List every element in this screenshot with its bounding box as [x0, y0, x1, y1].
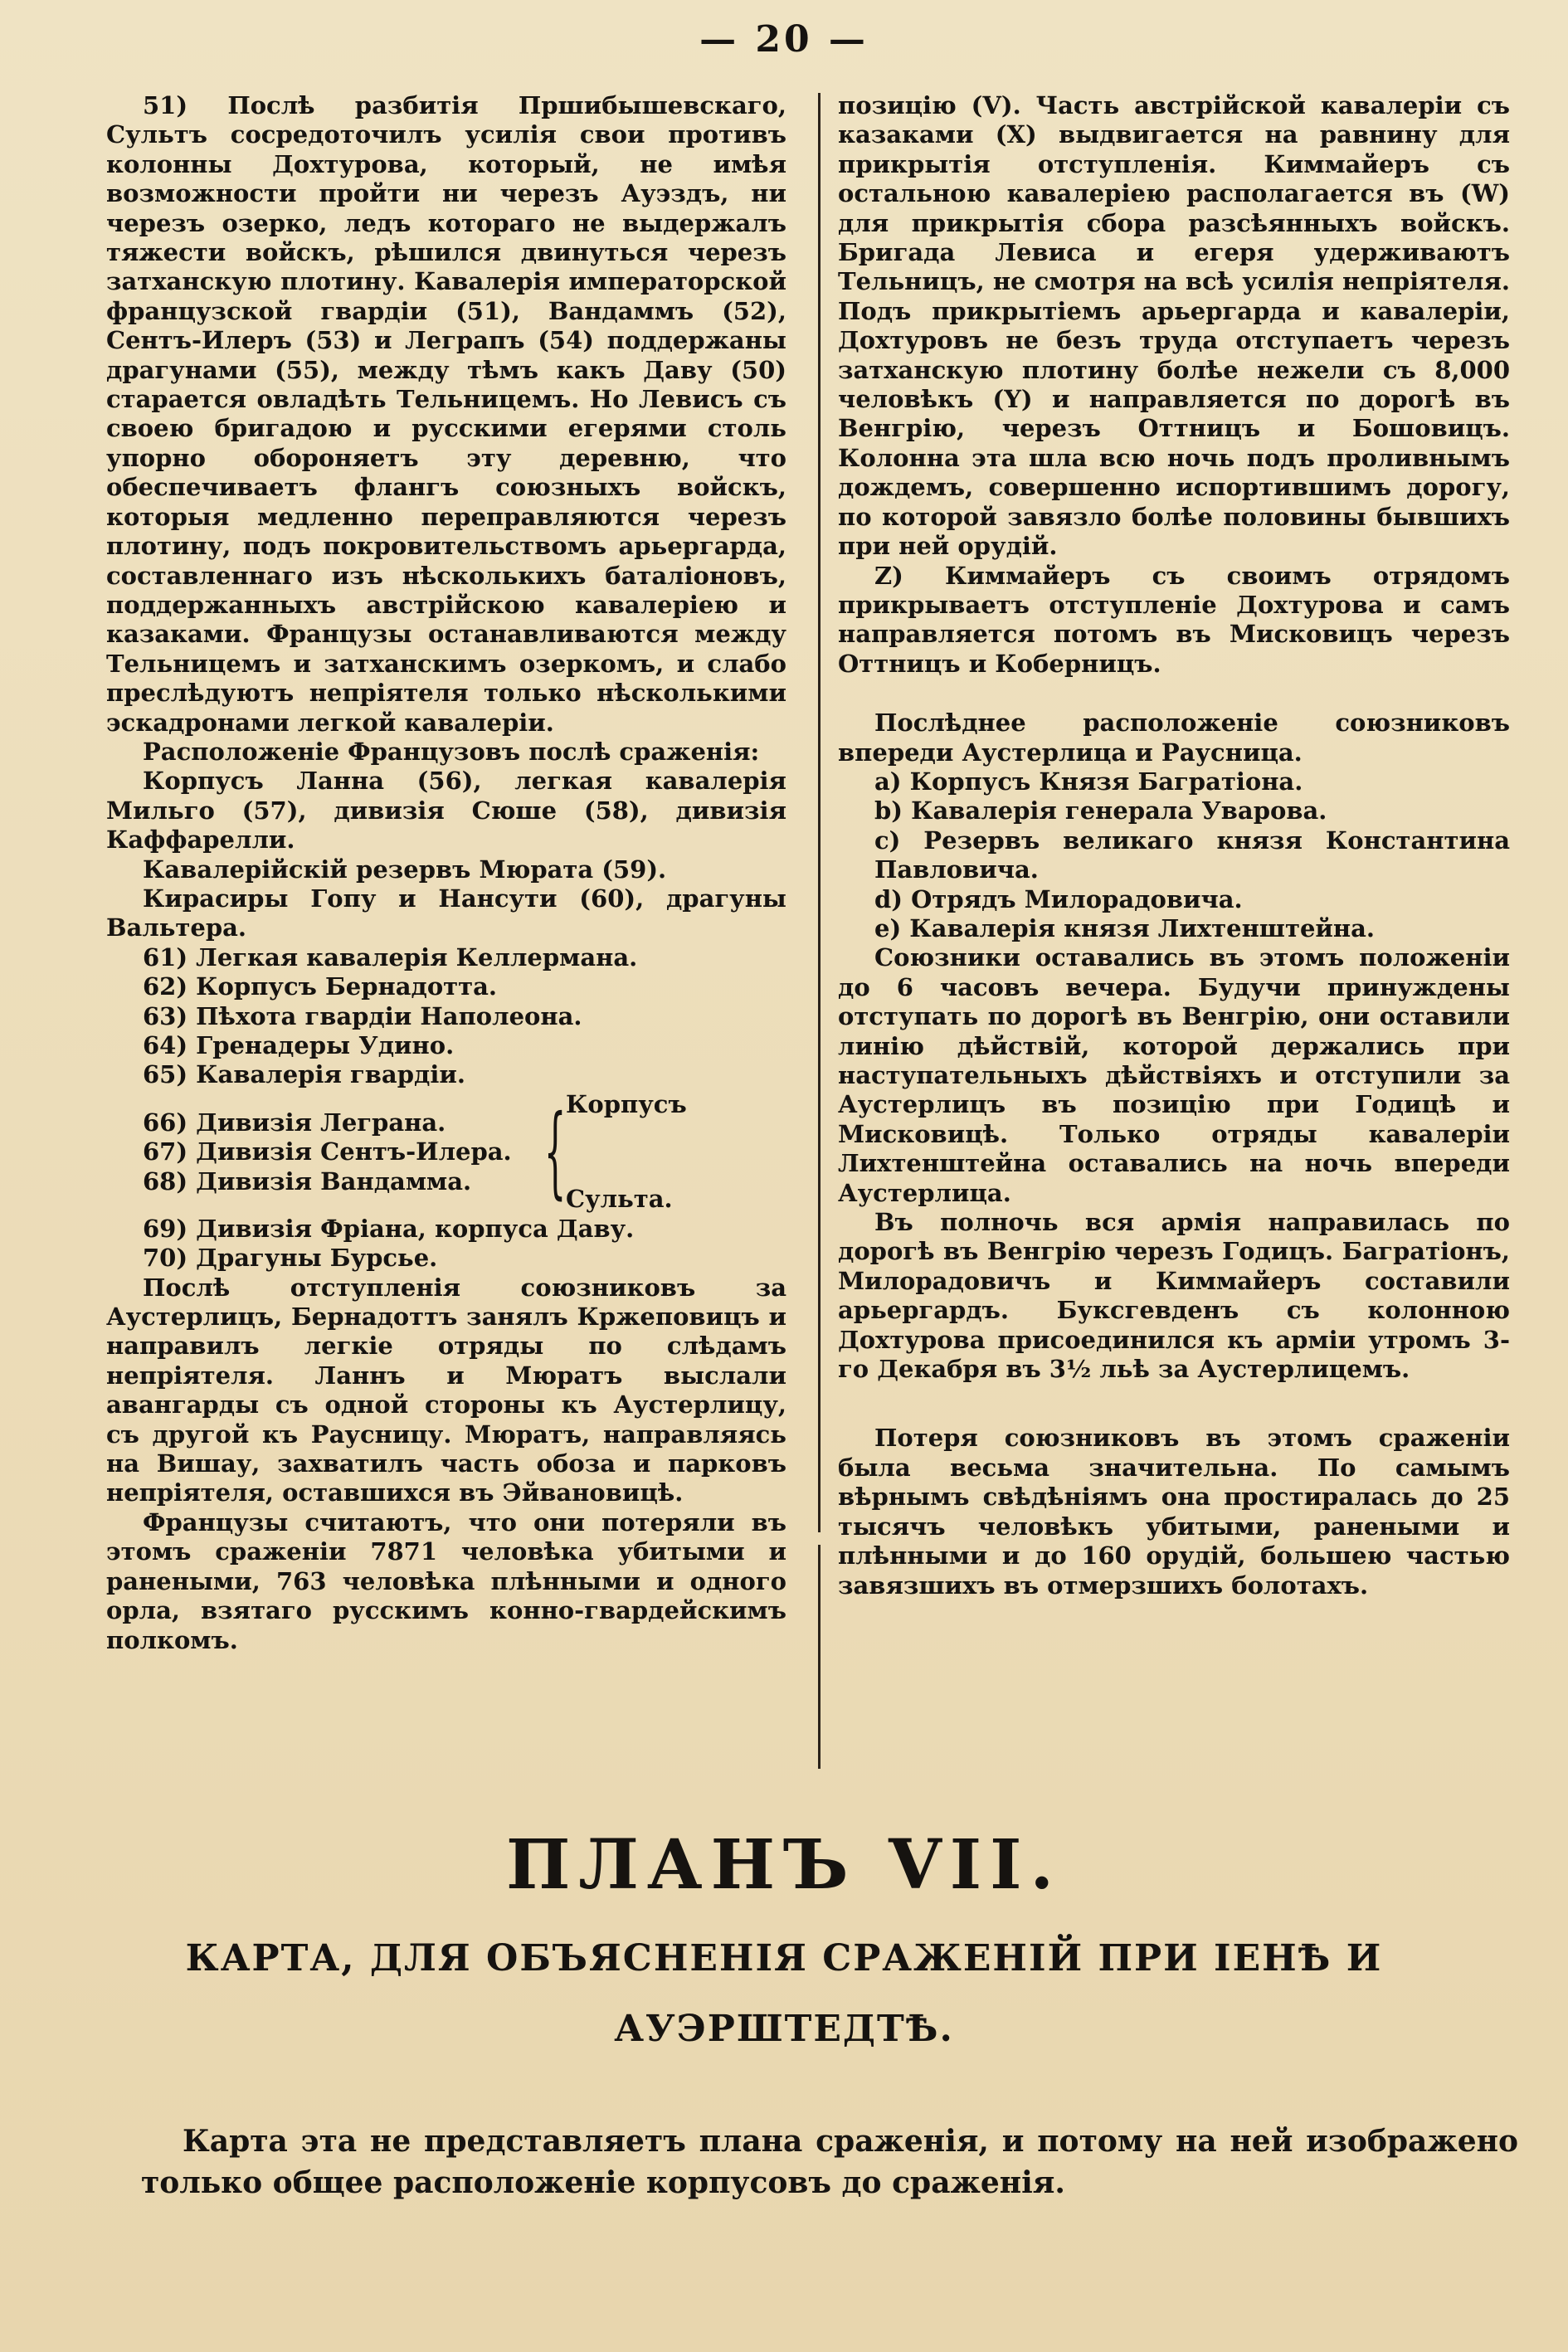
- allies-paragraph: Союзники оставались въ этомъ положеніи до 6 часовъ вечера. Будучи принуждены отступать по дорогѣ въ Венгрію, они оставили линію дѣйствій, которой держались при наступательныхъ дѣйствіяхъ и отступили за Аустерлицъ въ позицію при Годицѣ и Мисковицѣ. Только отряды кавалеріи Лихтенштейна оставались на ночь впереди Аустерлица.: [838, 943, 1510, 1207]
- paragraph-z: Z) Киммайеръ съ своимъ отрядомъ прикрываетъ отступленіе Дохтурова и самъ направляется потомъ въ Мисковицъ черезъ Оттницъ и Коберницъ.: [838, 561, 1510, 678]
- list-item: a) Корпусъ Князя Багратіона.: [874, 767, 1303, 796]
- retreat-paragraph: Послѣ отступленія союзниковъ за Аустерлицъ, Бернадоттъ занялъ Кржеповицъ и направилъ легкіе отряды по слѣдамъ непріятеля. Ланнъ и Мюратъ выслали авангарды съ одной стороны къ Аустерлицу, съ другой къ Раусницу. Мюратъ, направляясь на Вишау, захватилъ часть обоза и парковъ непріятеля, оставшихся въ Эйвановицѣ.: [106, 1273, 786, 1507]
- column-rule-top: [818, 93, 821, 1532]
- list-item: 70) Драгуны Бурсье.: [143, 1244, 438, 1273]
- list-item: e) Кавалерія князя Лихтенштейна.: [874, 913, 1376, 942]
- list-item: d) Отрядъ Милорадовича.: [874, 884, 1243, 913]
- group-label-line2: Сульта.: [566, 1185, 673, 1214]
- group-label-line1: Корпусъ: [566, 1089, 687, 1118]
- plan-description: Карта эта не представляетъ плана сраженія, и потому на ней изображено только общее расположеніе корпусовъ до сраженія.: [141, 2124, 1518, 2200]
- left-column: [106, 91, 786, 1655]
- murat-reserve-text: Кавалерійскій резервъ Мюрата (59).: [143, 855, 667, 884]
- spacer: [838, 679, 1510, 709]
- right-column: [838, 91, 1510, 1600]
- column-rule-bottom: [818, 1545, 821, 1769]
- list-item: b) Кавалерія генерала Уварова.: [874, 796, 1327, 825]
- continued-paragraph: позицію (V). Часть австрійской кавалеріи съ казаками (X) выдвигается на равнину для прикрытія отступленія. Киммайеръ съ остальною кавалеріею располагается въ (W) для прикрытія сбора разсѣянныхъ войскъ. Бригада Левиса и егеря удерживаютъ Тельницъ, не смотря на всѣ усилія непріятеля. Подъ прикрытіемъ арьергарда и кавалеріи, Дохтуровъ не безъ труда отступаетъ черезъ затханскую плотину болѣе нежели съ 8,000 человѣкъ (Y) и направляется по дорогѣ въ Венгрію, черезъ Оттницъ и Бошовицъ. Колонна эта шла всю ночь подъ проливнымъ дождемъ, совершенно испортившимъ дорогу, по которой завязло болѣе половины бывшихъ при ней орудій.: [838, 91, 1510, 561]
- last-disposition-heading: Послѣднее расположеніе союзниковъ впереди Аустерлица и Раусница.: [838, 709, 1510, 767]
- curly-brace-icon: {: [543, 1093, 567, 1210]
- list-item: 66) Дивизія Леграна.: [143, 1108, 446, 1137]
- group-names: [106, 1108, 538, 1196]
- group-label: [566, 1090, 687, 1215]
- list-item: 65) Кавалерія гвардіи.: [143, 1060, 465, 1089]
- list-item: 67) Дивизія Сентъ-Илера.: [143, 1137, 512, 1166]
- list-item: 62) Корпусъ Бернадотта.: [143, 972, 497, 1001]
- paragraph-51: 51) Послѣ разбитія Пршибышевскаго, Сультъ сосредоточилъ усилія свои противъ колонны Дохтурова, который, не имѣя возможности пройти ни черезъ Ауэздъ, ни черезъ озерко, ледъ котораго не выдержалъ тяжести войскъ, рѣшился двинуться черезъ затханскую плотину. Кавалерія императорской французской гвардіи (51), Вандаммъ (52), Сентъ-Илеръ (53) и Леграпъ (54) поддержаны драгунами (55), между тѣмъ какъ Даву (50) старается овладѣть Тельницемъ. Но Левисъ съ своею бригадою и русскими егерями столь упорно обороняетъ эту деревню, что обеспечиваетъ флангъ союзныхъ войскъ, которыя медленно переправляются черезъ плотину, подъ покровительствомъ арьергарда, составленнаго изъ нѣсколькихъ баталіоновъ, поддержанныхъ австрійскою кавалеріею и казаками. Французы останавливаются между Тельницемъ и затханскимъ озеркомъ, и слабо преслѣдуютъ непріятеля только нѣсколькими эскадронами легкой кавалеріи.: [106, 91, 786, 737]
- spacer: [838, 1384, 1510, 1424]
- cuirassiers-text: Кирасиры Гопу и Нансути (60), драгуны Вальтера.: [106, 884, 786, 942]
- midnight-paragraph: Въ полночь вся армія направилась по дорогѣ въ Венгрію черезъ Годицъ. Багратіонъ, Милорадовичъ и Киммайеръ составили арьергардъ. Буксгевденъ съ колонною Дохтурова присоединился къ арміи утромъ 3-го Декабря въ 3½ льѣ за Аустерлицемъ.: [838, 1208, 1510, 1384]
- disposition-heading: Расположеніе Французовъ послѣ сраженія:: [143, 737, 760, 766]
- plan-subtitle-line2: АУЭРШТЕДТѢ.: [614, 2008, 954, 2050]
- plan-subtitle-line1: КАРТА, ДЛЯ ОБЪЯСНЕНІЯ СРАЖЕНІЙ ПРИ ІЕНѢ И: [185, 1937, 1383, 1979]
- corps-lannes-text: Корпусъ Ланна (56), легкая кавалерія Мильго (57), дивизія Сюше (58), дивизія Каффарелли.: [106, 767, 786, 855]
- page-number: — 20 —: [699, 18, 869, 61]
- allied-losses-paragraph: Потеря союзниковъ въ этомъ сраженіи была весьма значительна. По самымъ вѣрнымъ свѣдѣніямъ она простиралась до 25 тысячъ человѣкъ убитыми, ранеными и плѣнными и до 160 орудій, большею частью завязшихъ въ отмерзшихъ болотахъ.: [838, 1424, 1510, 1600]
- soult-corps-group: [106, 1090, 786, 1215]
- french-losses-paragraph: Французы считаютъ, что они потеряли въ этомъ сраженіи 7871 человѣка убитыми и ранеными, 763 человѣка плѣнными и одного орла, взятаго русскимъ конно-гвардейскимъ полкомъ.: [106, 1507, 786, 1654]
- list-item: 63) Пѣхота гвардіи Наполеона.: [143, 1001, 582, 1030]
- list-item: 68) Дивизія Вандамма.: [143, 1166, 472, 1195]
- plan-title: ПЛАНЪ VII.: [505, 1825, 1063, 1905]
- list-item: c) Резервъ великаго князя Константина Павловича.: [874, 825, 1510, 884]
- list-item: 64) Гренадеры Удино.: [143, 1031, 455, 1059]
- list-item: 69) Дивизія Фріана, корпуса Даву.: [143, 1214, 635, 1243]
- list-item: 61) Легкая кавалерія Келлермана.: [143, 942, 638, 971]
